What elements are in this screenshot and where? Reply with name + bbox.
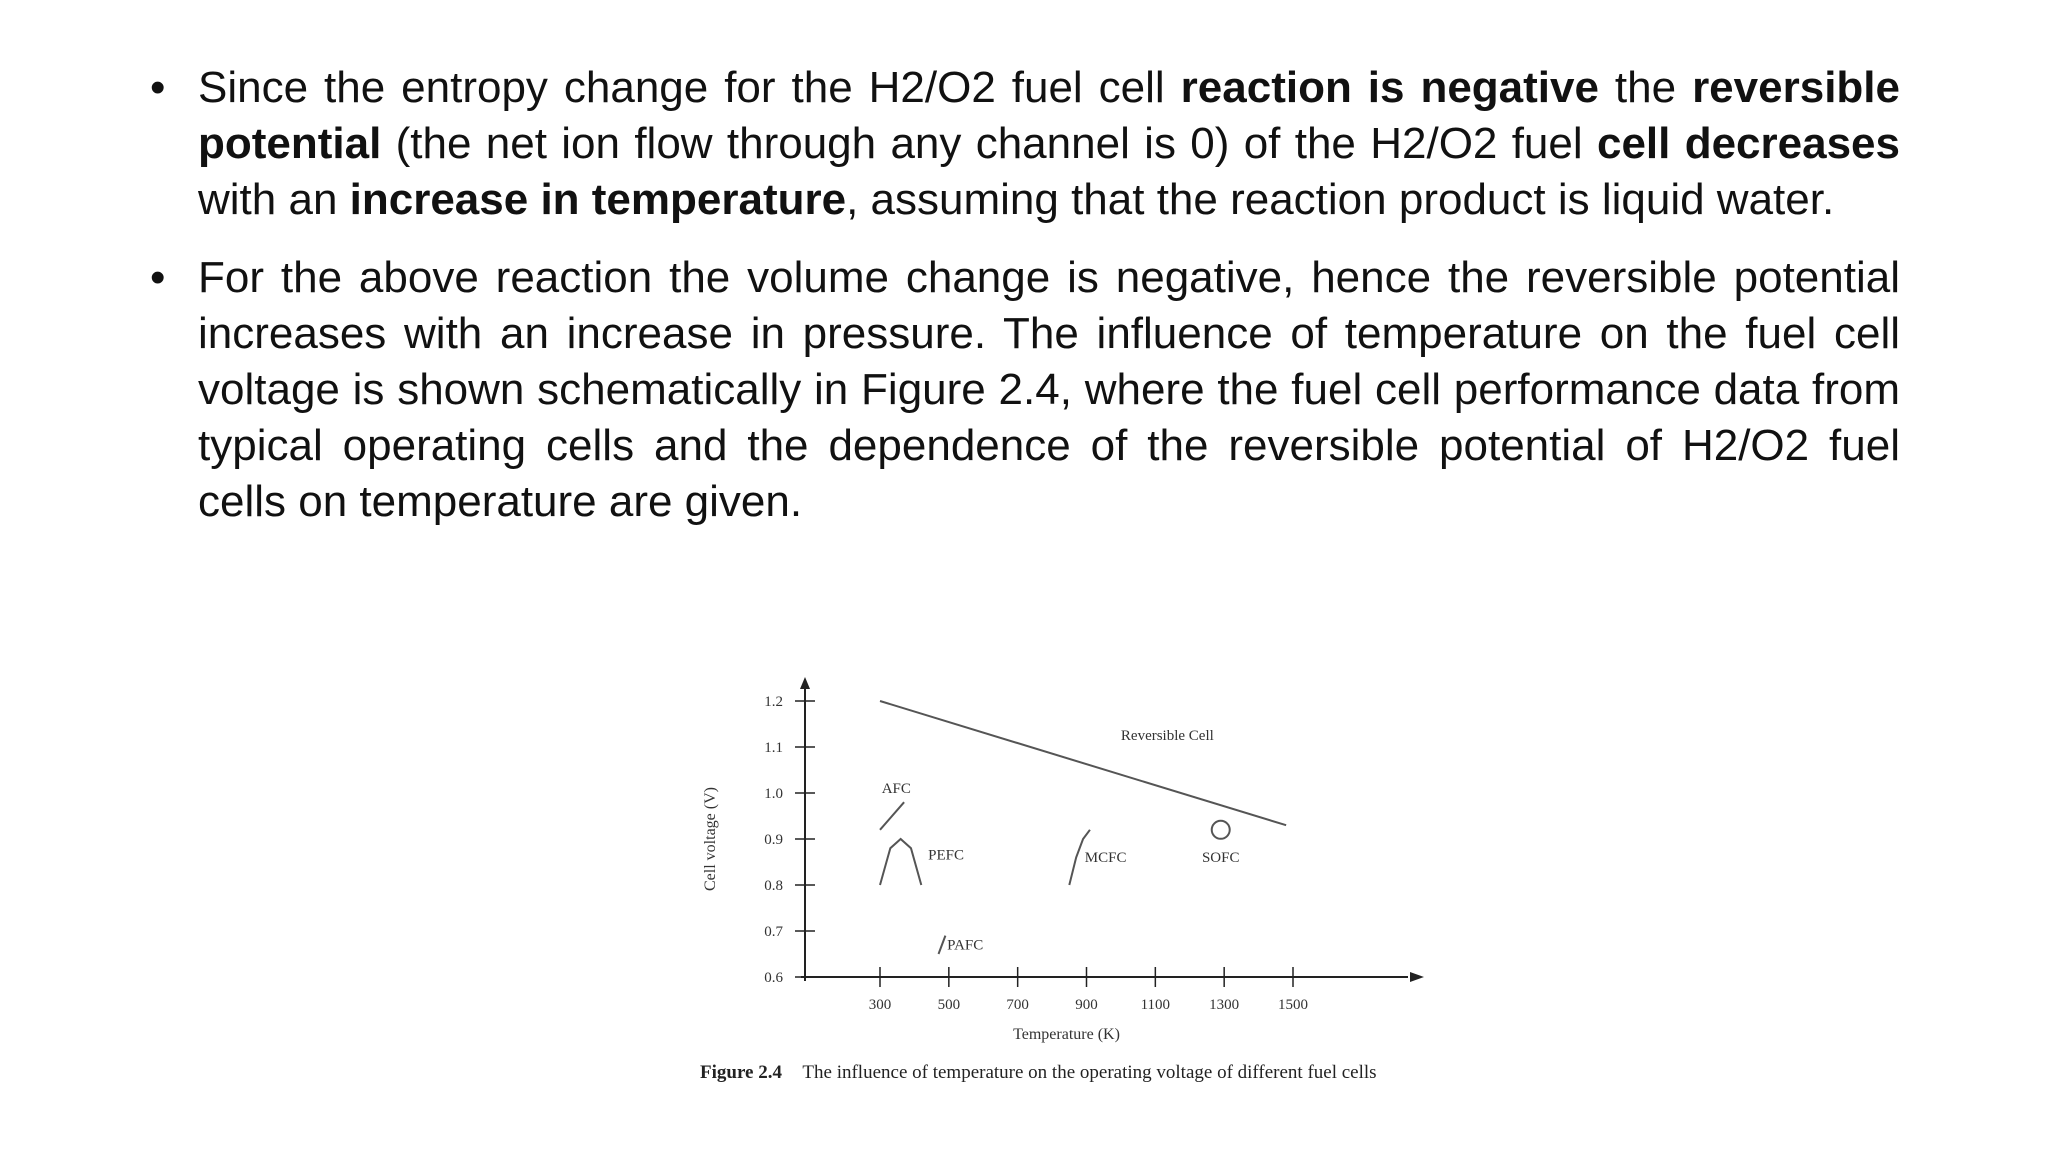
- series-pefc-line: [880, 839, 921, 885]
- x-tick-label: 900: [1075, 997, 1098, 1013]
- x-tick-label: 300: [868, 997, 892, 1013]
- text-run: the: [1598, 63, 1693, 112]
- series-pafc-line: [939, 936, 946, 954]
- x-tick-label: 1100: [1140, 997, 1171, 1013]
- bullet-item-2: [150, 250, 1900, 530]
- y-tick-label: 0.9: [764, 832, 783, 848]
- x-axis-label: Temperature (K): [1013, 1026, 1120, 1043]
- text-run: (the net ion flow through any channel is 0) of the H2/O2 fuel: [381, 119, 1597, 168]
- bold-text: reversible potential: [198, 63, 1900, 168]
- bullet-dot: •: [150, 253, 166, 302]
- series-reversible-cell-label: Reversible Cell: [1120, 728, 1214, 745]
- bullet-item-1: [150, 60, 1900, 228]
- chart-svg: [690, 625, 1450, 1055]
- series-pafc-label: PAFC: [947, 937, 984, 954]
- text-run: Since the entropy change for the H2/O2 fuel cell: [198, 63, 1181, 112]
- series-reversible-cell-line: [880, 701, 1286, 825]
- bold-text: reaction is negative: [1180, 63, 1599, 112]
- text-run: For the above reaction the volume change is negative, hence the reversible potential increases with an increase in pressure. The influence of temperature on the fuel cell voltage is shown schematically in Figure 2.4, where the fuel cell performance data from typical operating cells and the dependence of the reversible potential of H2/O2 fuel cells on temperature are given.: [198, 253, 1900, 526]
- figure-caption-text: The influence of temperature on the operating voltage of different fuel cells: [802, 1062, 1377, 1083]
- figure: [690, 625, 1450, 1095]
- y-axis-arrow: [800, 677, 810, 689]
- text-run: , assuming that the reaction product is liquid water.: [846, 175, 1835, 224]
- figure-caption-label: Figure 2.4: [700, 1062, 782, 1083]
- bullet-dot: •: [150, 63, 166, 112]
- bullet-list: [150, 60, 1900, 552]
- x-tick-label: 1300: [1209, 997, 1240, 1013]
- x-axis-arrow: [1410, 972, 1424, 982]
- y-tick-label: 0.7: [764, 924, 783, 940]
- figure-caption: [700, 1062, 1500, 1084]
- x-tick-label: 1500: [1278, 997, 1308, 1013]
- bold-text: increase in temperature: [349, 175, 847, 224]
- x-tick-label: 700: [1006, 997, 1029, 1013]
- series-sofc-marker: [1212, 821, 1230, 839]
- y-tick-label: 1.2: [764, 694, 783, 710]
- bullet-text: [198, 253, 1900, 526]
- series-pefc-label: PEFC: [928, 847, 965, 864]
- y-axis-label: Cell voltage (V): [702, 787, 719, 891]
- series-afc-label: AFC: [881, 781, 911, 797]
- text-run: with an: [198, 175, 350, 224]
- series-afc-line: [880, 802, 904, 830]
- y-tick-label: 1.0: [764, 786, 783, 802]
- bullet-text: [198, 63, 1900, 224]
- y-tick-label: 1.1: [764, 740, 783, 756]
- x-tick-label: 500: [937, 997, 961, 1013]
- series-mcfc-label: MCFC: [1084, 850, 1127, 866]
- y-tick-label: 0.6: [764, 970, 783, 986]
- bold-text: cell decreases: [1596, 119, 1900, 168]
- series-sofc-label: SOFC: [1201, 850, 1240, 866]
- y-tick-label: 0.8: [764, 878, 783, 894]
